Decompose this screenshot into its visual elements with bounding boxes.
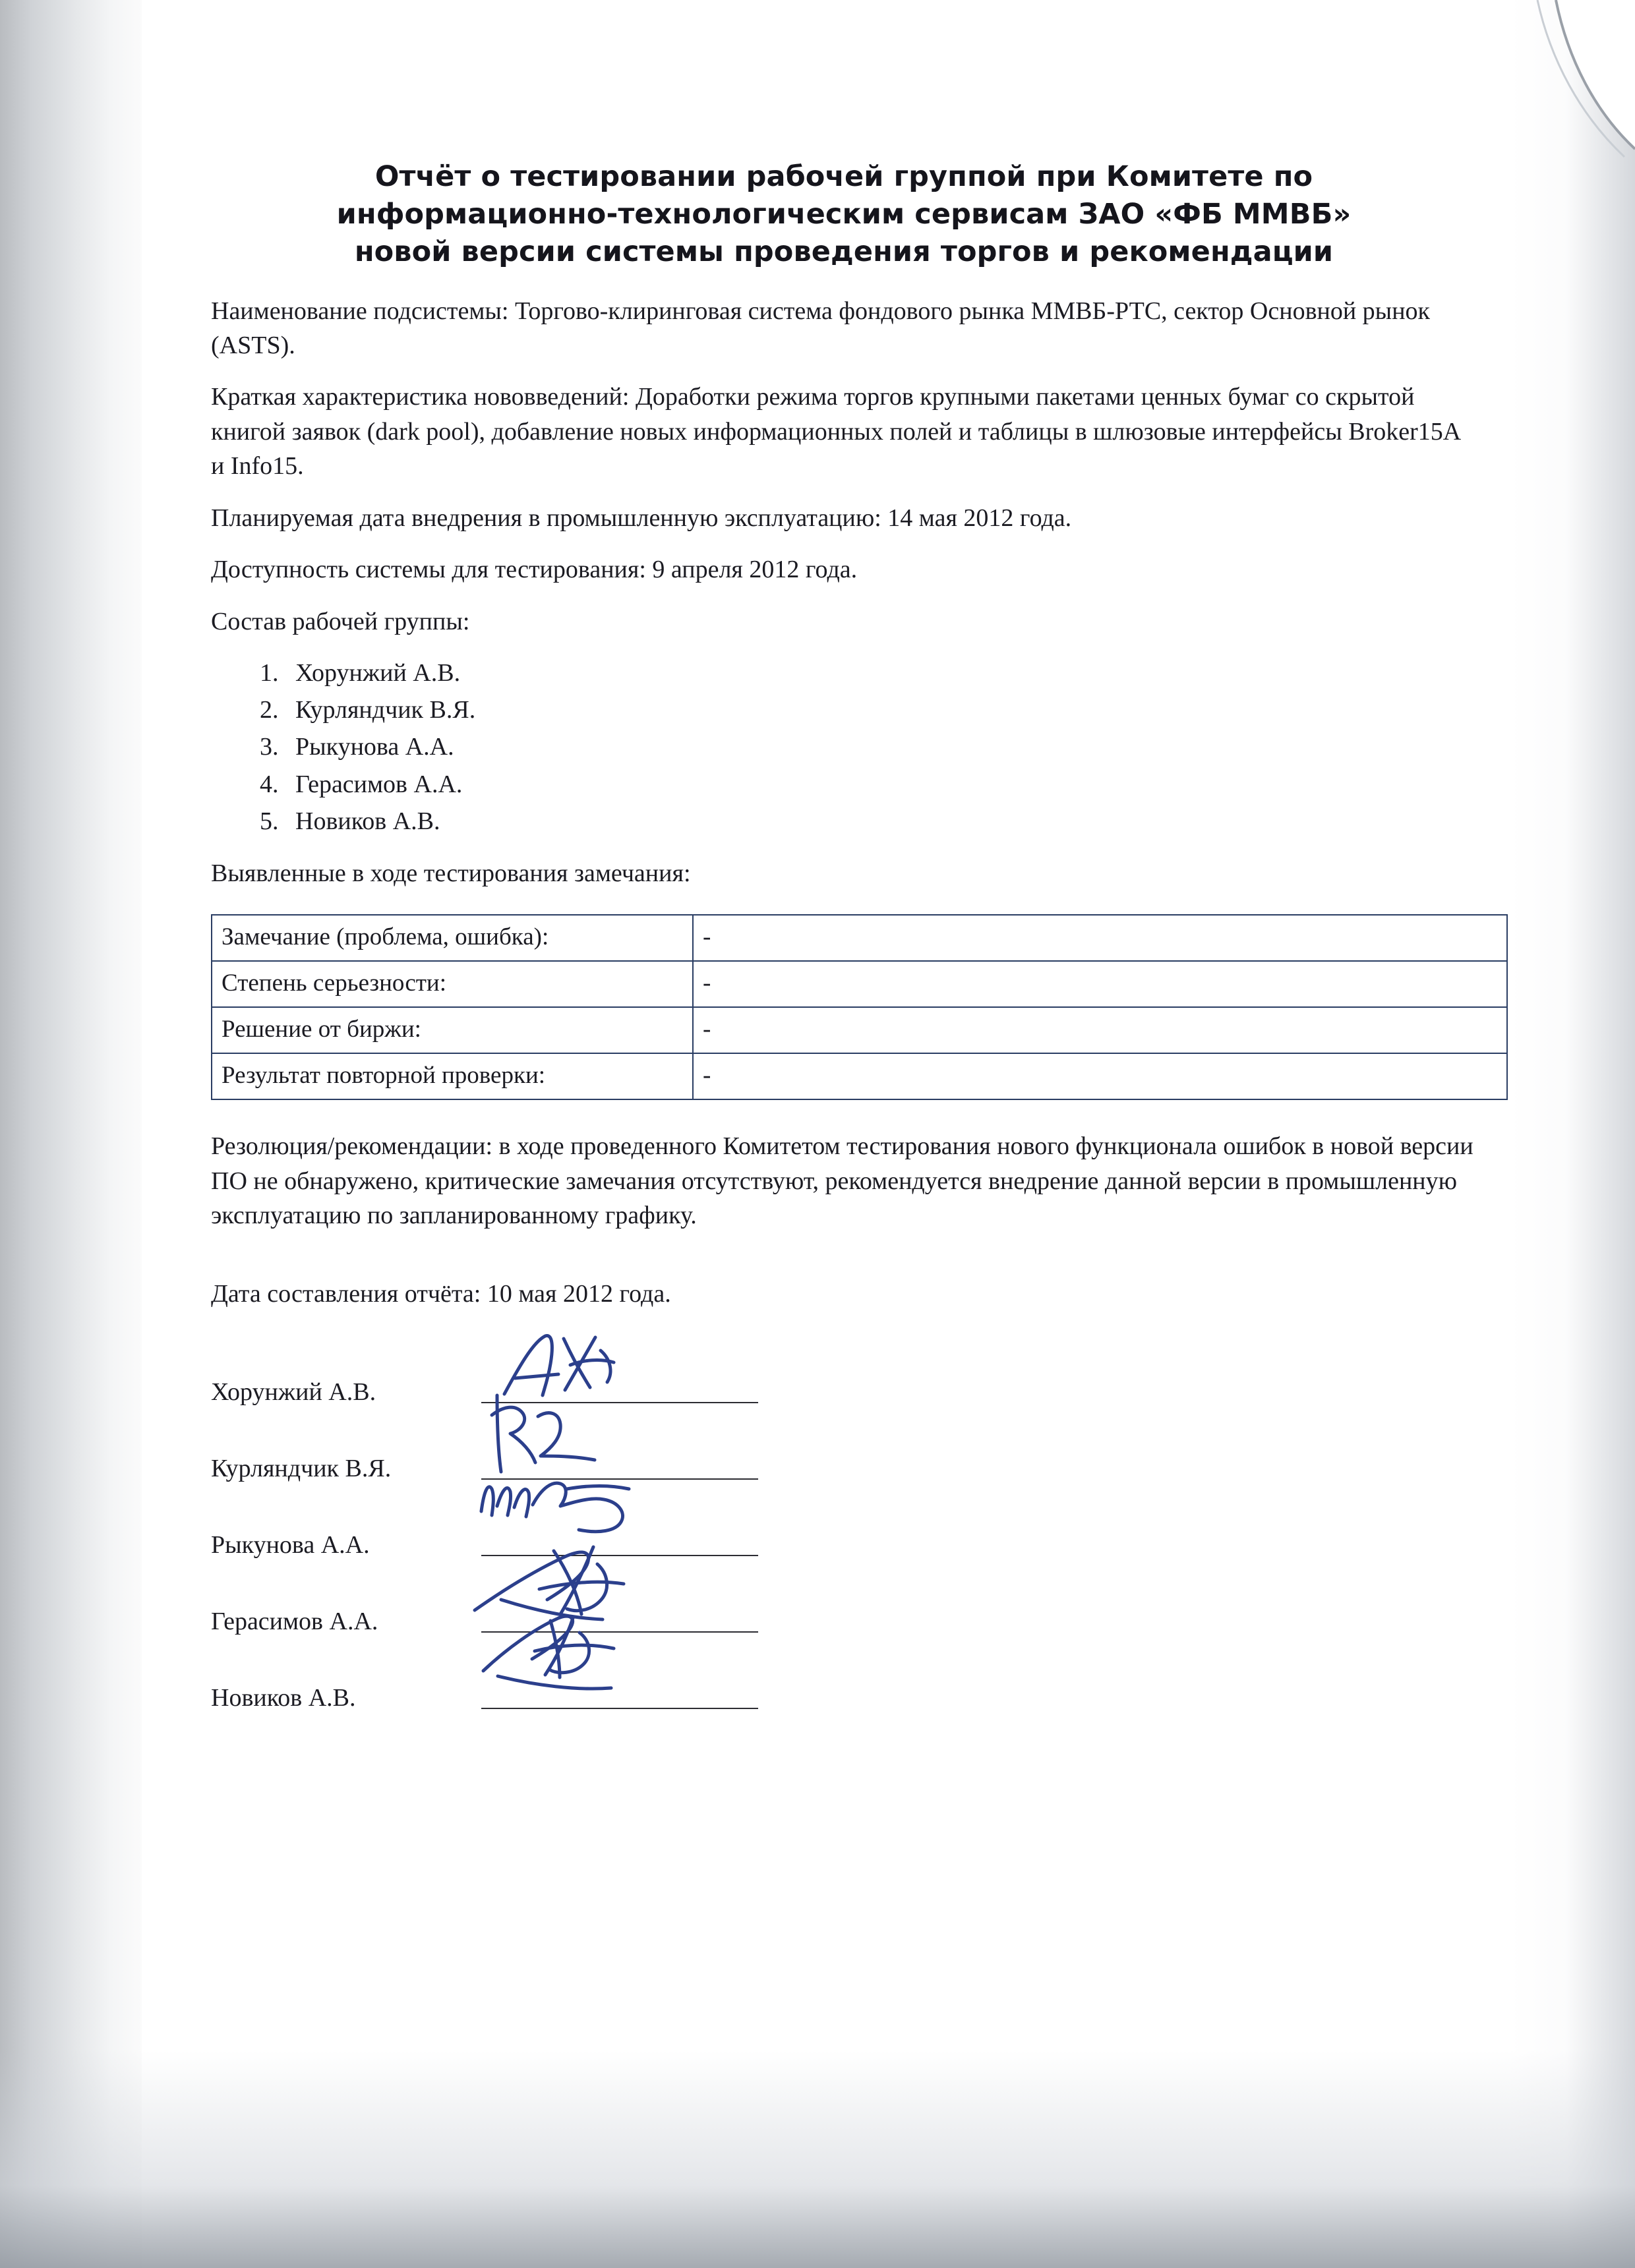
scan-shadow-right xyxy=(1510,0,1635,2268)
working-group-header: Состав рабочей группы: xyxy=(211,607,470,635)
signature-line xyxy=(481,1631,758,1633)
paragraph-planned-date: Планируемая дата внедрения в промышленную эксплуатацию: 14 мая 2012 года. xyxy=(211,504,1072,532)
remark-label: Степень серьезности: xyxy=(212,961,693,1007)
remark-label: Результат повторной проверки: xyxy=(212,1053,693,1099)
table-row xyxy=(212,915,1507,961)
working-group-list xyxy=(211,656,1477,839)
signature-row-1 xyxy=(211,1333,1477,1410)
signature-row-5 xyxy=(211,1639,1477,1716)
remark-label: Решение от биржи: xyxy=(212,1007,693,1053)
remarks-table xyxy=(211,914,1508,1100)
signature-row-4 xyxy=(211,1563,1477,1639)
table-row xyxy=(212,1053,1507,1099)
spacer xyxy=(211,1250,1477,1277)
page-title xyxy=(211,158,1477,272)
title-line-3: новой версии системы проведения торгов и рекомендации xyxy=(354,235,1334,269)
table-row xyxy=(212,961,1507,1007)
signature-name: Курляндчик В.Я. xyxy=(211,1455,392,1483)
remark-value: - xyxy=(693,915,1507,961)
remark-value: - xyxy=(693,1007,1507,1053)
signature-row-2 xyxy=(211,1410,1477,1486)
scan-shadow-left xyxy=(0,0,142,2268)
table-row xyxy=(212,1007,1507,1053)
list-item: 5. Новиков А.В. xyxy=(285,804,1477,839)
document-body xyxy=(211,158,1477,1716)
signature-name: Новиков А.В. xyxy=(211,1684,356,1712)
remarks-header: Выявленные в ходе тестирования замечания: xyxy=(211,859,691,887)
remark-value: - xyxy=(693,1053,1507,1099)
list-item: 3. Рыкунова А.А. xyxy=(285,730,1477,765)
scan-shadow-bottom xyxy=(0,2050,1635,2268)
signature-block xyxy=(211,1333,1477,1716)
remark-value: - xyxy=(693,961,1507,1007)
paragraph-report-date: Дата составления отчёта: 10 мая 2012 года. xyxy=(211,1279,671,1308)
list-item: 2. Курляндчик В.Я. xyxy=(285,693,1477,728)
signature-row-3 xyxy=(211,1486,1477,1563)
title-line-2: информационно-технологическим сервисам ЗАО «ФБ ММВБ» xyxy=(336,198,1352,231)
signature-line xyxy=(481,1478,758,1480)
signature-line xyxy=(481,1554,758,1556)
signature-name: Рыкунова А.А. xyxy=(211,1531,370,1559)
list-item: 1. Хорунжий А.В. xyxy=(285,656,1477,691)
signature-line xyxy=(481,1401,758,1403)
list-item: 4. Герасимов А.А. xyxy=(285,767,1477,802)
signature-name: Герасимов А.А. xyxy=(211,1608,378,1636)
title-line-1: Отчёт о тестировании рабочей группой при Комитете по xyxy=(374,160,1313,193)
paragraph-resolution: Резолюция/рекомендации: в ходе проведенного Комитетом тестирования нового функционала ошибок в новой версии ПО не обнаружено, критические замечания отсутствуют, рекомендуется внедрение данной версии в промышленную эксплуатацию по запланированному графику. xyxy=(211,1132,1473,1230)
remark-label: Замечание (проблема, ошибка): xyxy=(212,915,693,961)
paragraph-subsystem: Наименование подсистемы: Торгово-клиринговая система фондового рынка ММВБ-РТС, сектор Основной рынок (ASTS). xyxy=(211,297,1431,359)
signature-name: Хорунжий А.В. xyxy=(211,1378,376,1407)
paragraph-availability: Доступность системы для тестирования: 9 апреля 2012 года. xyxy=(211,556,858,584)
signature-line xyxy=(481,1707,758,1709)
paragraph-innovations: Краткая характеристика нововведений: Доработки режима торгов крупными пакетами ценных бумаг со скрытой книгой заявок (dark pool), добавление новых информационных полей и таблицы в шлюзовые интерфейсы Broker15A и Info15. xyxy=(211,383,1460,480)
